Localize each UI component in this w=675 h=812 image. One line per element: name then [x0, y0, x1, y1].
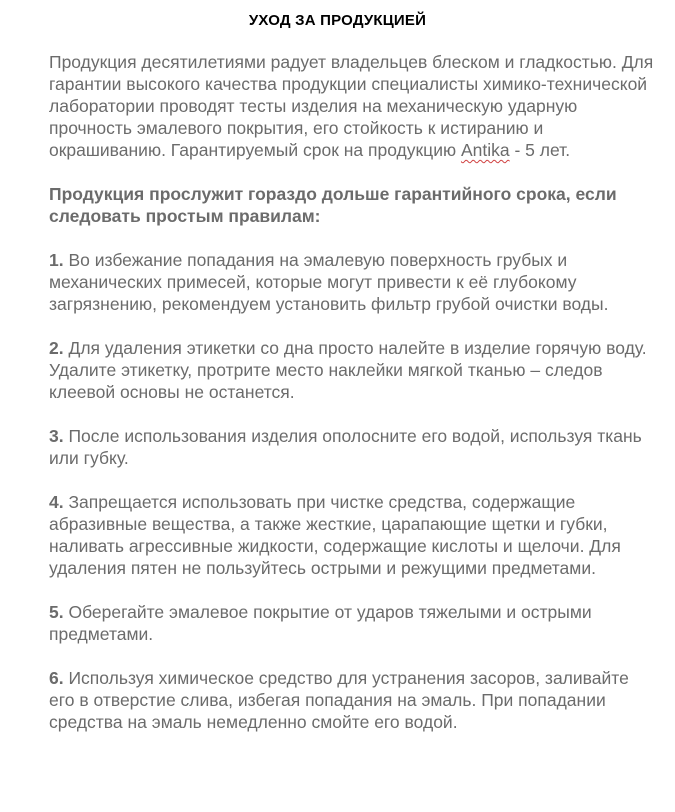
rule-number: 6. [49, 668, 64, 688]
rule-item-2 [49, 337, 659, 403]
intro-text: Продукция десятилетиями радует владельцев блеском и гладкостью. Для гарантии высокого качества продукции специалисты химико-технической лаборатории проводят тесты изделия на механическую ударную прочность эмалевого покрытия, его стойкость к истиранию и окрашиванию. Гарантируемый срок на продукцию [49, 52, 654, 160]
lead-paragraph: Продукция прослужит гораздо дольше гарантийного срока, если следовать простым правилам: [49, 184, 617, 226]
rule-number: 1. [49, 250, 64, 270]
page-title: УХОД ЗА ПРОДУКЦИЕЙ [248, 12, 427, 29]
rule-number: 5. [49, 602, 64, 622]
rule-text: Используя химическое средство для устранения засоров, заливайте его в отверстие слива, избегая попадания на эмаль. При попадании средства на эмаль немедленно смойте его водой. [49, 668, 629, 732]
brand-name: Antika [460, 140, 510, 160]
rule-item-4 [49, 491, 659, 579]
rule-item-6 [49, 667, 659, 733]
rule-number: 4. [49, 492, 64, 512]
rule-item-5 [49, 601, 659, 645]
rule-item-1 [49, 249, 659, 315]
rule-item-3 [49, 425, 659, 469]
rule-text: Для удаления этикетки со дна просто налейте в изделие горячую воду. Удалите этикетку, протрите место наклейки мягкой тканью – следов клеевой основы не останется. [49, 338, 647, 402]
rule-text: После использования изделия ополосните его водой, используя ткань или губку. [49, 426, 642, 468]
intro-paragraph [49, 51, 659, 161]
rule-text: Оберегайте эмалевое покрытие от ударов тяжелыми и острыми предметами. [49, 602, 592, 644]
document-body [49, 51, 659, 755]
intro-text-end: - 5 лет. [509, 140, 571, 160]
rule-text: Во избежание попадания на эмалевую поверхность грубых и механических примесей, которые могут привести к её глубокому загрязнению, рекомендуем установить фильтр грубой очистки воды. [49, 250, 609, 314]
rule-text: Запрещается использовать при чистке средства, содержащие абразивные вещества, а также жесткие, царапающие щетки и губки, наливать агрессивные жидкости, содержащие кислоты и щелочи. Для удаления пятен не пользуйтесь острыми и режущими предметами. [49, 492, 621, 578]
rule-number: 3. [49, 426, 64, 446]
rule-number: 2. [49, 338, 64, 358]
